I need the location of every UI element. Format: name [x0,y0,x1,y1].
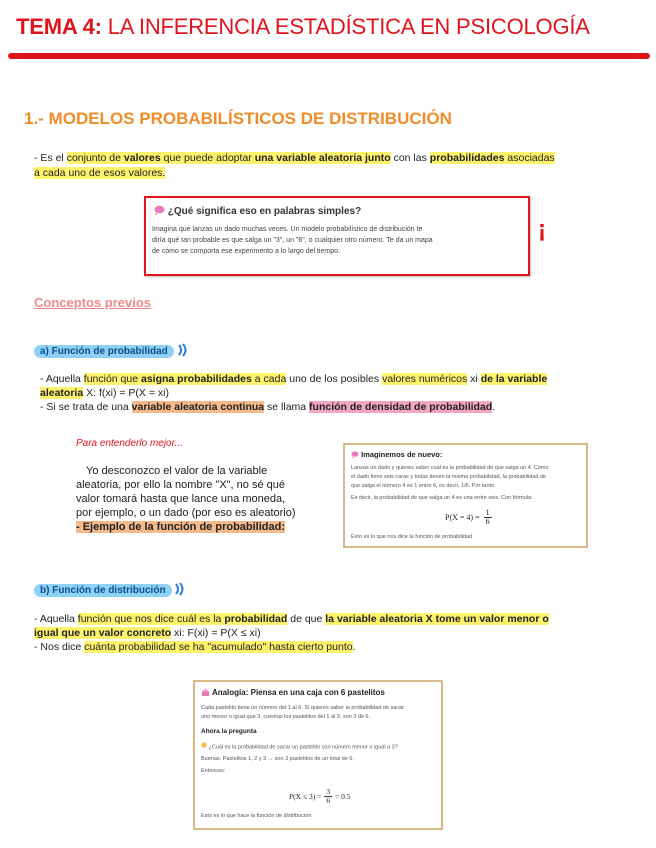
thought-bubble-icon [154,205,165,218]
callout-title: ¿Qué significa eso en palabras simples? [154,205,361,218]
page-title [16,14,590,40]
analogy-title: Analogía: Piensa en una caja con 6 pastelitos [201,688,385,698]
sound-waves-icon [174,582,184,599]
imagine-title: Imaginemos de nuevo: [351,450,442,460]
section-intro: - Es el conjunto de valores que puede adoptar una variable aleatoria junto con las probabilidades asociadas a cada uno de esos valores. [34,152,555,179]
sound-waves-icon [177,343,187,360]
cake-icon [201,688,210,698]
section-title: 1.- MODELOS PROBABILÍSTICOS DE DISTRIBUCIÓN [24,109,452,128]
function-probability-definition: - Aquella función que asigna probabilidades a cada uno de los posibles valores numéricos xi de la variable aleatoria X: f(xi) = P(X = xi) - Si se trata de una variable aleatoria continua se llama función de densidad de probabilidad. [40,373,548,413]
function-distribution-definition: - Aquella función que nos dice cuál es la probabilidad de que la variable aleatoria X tome un valor menor o igual que un valor concreto xi: F(xi) = P(X ≤ xi) - Nos dice cuánta probabilidad se ha "acumulado" hasta cierto punto. [34,613,549,653]
analogy-box: Analogía: Piensa en una caja con 6 pastelitos Cada pastelito tiene un número del 1 al 6. Si quieres saber la probabilidad de sacar uno menor o igual que 3, cuentas los pastelitos del 1 al 3: son 3 de 6. Ahora la pregunta ¿Cuál es la probabilidad de sacar un pastelito con número menor o igual a 3? Buenas: Pastelitos 1, 2 y 3 → son 3 pastelitos de un total de 6. Entonces: P(X ≤ 3) = $\frac{3}{6}$ = 0.5 Esto es lo que hace la función de distribución [193,680,443,830]
pointing-hand-icon [201,742,207,752]
callout-box [144,196,530,276]
page-title-prefix: TEMA 4: [16,14,102,39]
analogy-formula: P(X ≤ 3) = $\frac{3}{6}$ = 0.5 [289,787,351,805]
function-probability-label: a) Función de probabilidad [34,343,187,360]
concepts-heading: Conceptos previos [34,295,152,310]
better-explanation: Yo desconozco el valor de la variable aleatoria, por ello la nombre "X", no sé qué valor tomará hasta que lance una moneda, por ejemplo, o un dado (por eso es aleatorio) - Ejemplo de la función de probabilidad: [76,465,296,533]
callout-body: Imagina que lanzas un dado muchas veces. Un modelo probabilístico de distribución te diría qué tan probable es que salga un "3", un "6", o cualquier otro número. Te da un mapa de cómo se comporta ese experimento a lo largo del tiempo. [152,226,433,255]
function-distribution-label: b) Función de distribución [34,582,184,599]
imagine-box: Imaginemos de nuevo: Lanzas un dado y quieres saber cuál es la probabilidad de que salga un 4. Como el dado tiene seis caras y todas tienen la misma probabilidad, la probabilidad de que salga el número 4 es 1 entre 6, es decir, 1/6. Por tanto: Es decir, la probabilidad de que salga un 4 es una entre seis. Con fórmula: P(X = 4) = $\frac{1}{6}$ Esto es lo que nos dice la función de probabilidad [343,443,588,548]
page-title-rest: LA INFERENCIA ESTADÍSTICA EN PSICOLOGÍA [101,14,590,39]
exclamation-mark: ¡ [538,216,546,243]
better-heading: Para entenderlo mejor... [76,438,183,449]
title-underline [8,53,650,59]
imagine-formula: P(X = 4) = $\frac{1}{6}$ [445,508,490,526]
thought-bubble-icon [351,451,359,460]
